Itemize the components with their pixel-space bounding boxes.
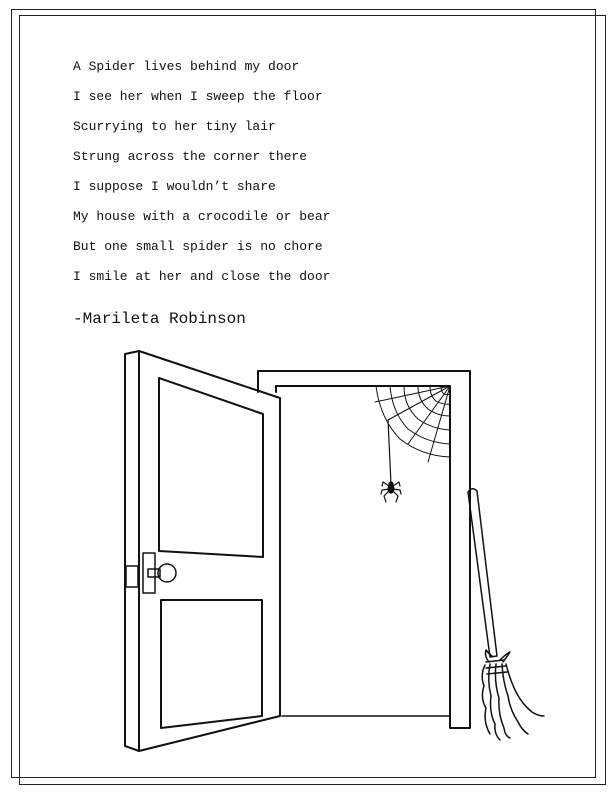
spider-icon [381,420,401,502]
door-frame [258,371,470,728]
poem-line: Strung across the corner there [73,149,308,164]
poem-author: -Marileta Robinson [73,310,246,328]
cobweb-icon [362,386,450,466]
poem-line: I see her when I sweep the floor [73,89,323,104]
poem-line: A Spider lives behind my door [73,59,300,74]
poem-line: I suppose I wouldn’t share [73,179,276,194]
broom-icon [468,489,544,740]
poem-line: I smile at her and close the door [73,269,331,284]
door-knob-icon [126,553,176,593]
poem-line: My house with a crocodile or bear [73,209,331,224]
poem-line: But one small spider is no chore [73,239,323,254]
door-panel [125,351,280,751]
poem-line: Scurrying to her tiny lair [73,119,276,134]
